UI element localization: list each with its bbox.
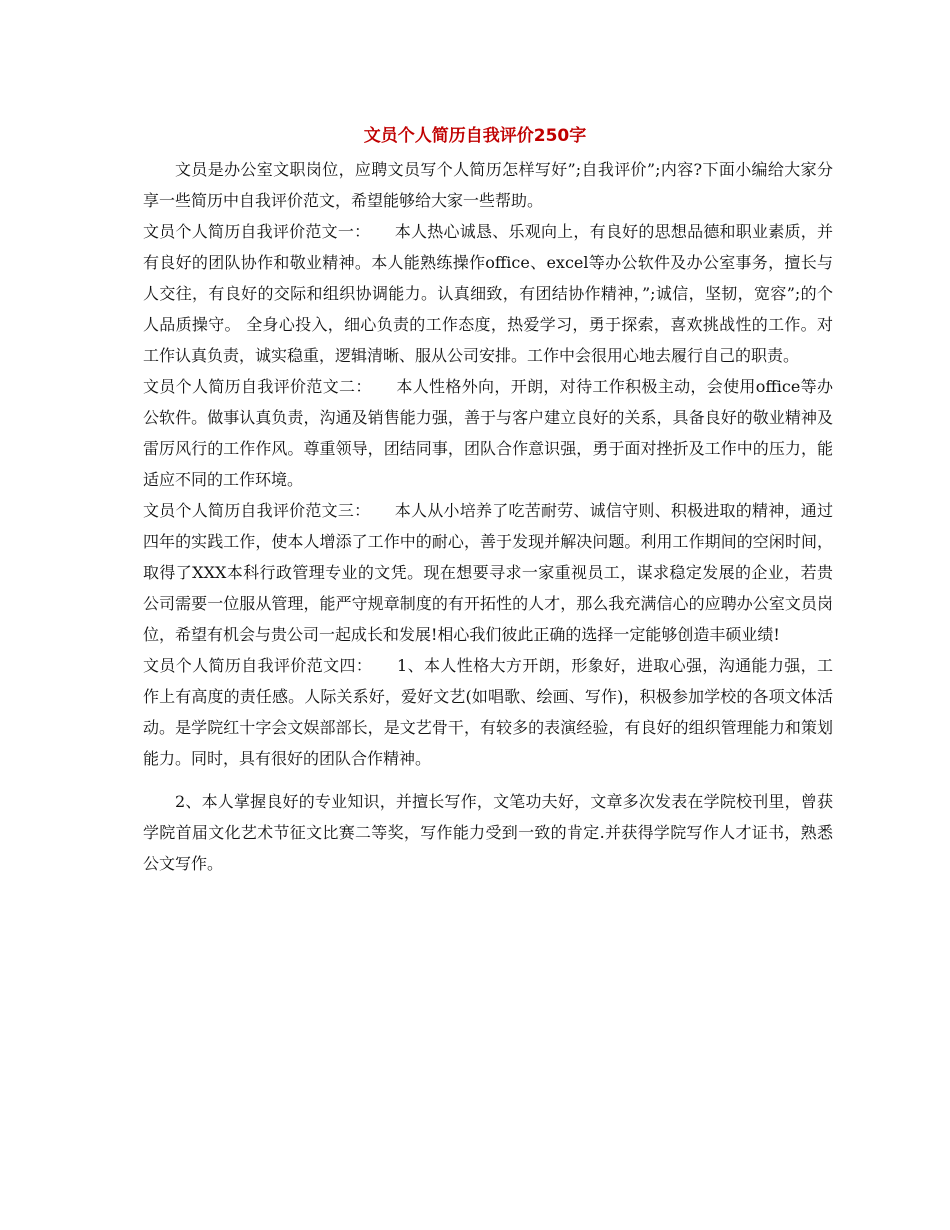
paragraph-sample-three: 文员个人简历自我评价范文三： 本人从小培养了吃苦耐劳、诚信守则、积极进取的精神，通过四年的实践工作，使本人增添了工作中的耐心，善于发现并解决问题。利用工作期间的空闲时间，取得了XXX本科行政管理专业的文凭。现在想要寻求一家重视员工，谋求稳定发展的企业，若贵公司需要一位服从管理，能严守规章制度的有开拓性的人才，那么我充满信心的应聘办公室文员岗位，希望有机会与贵公司一起成长和发展!相心我们彼此正确的选择一定能够创造丰硕业绩! <box>143 501 833 644</box>
paragraph-sample-one: 文员个人简历自我评价范文一： 本人热心诚恳、乐观向上，有良好的思想品德和职业素质，并有良好的团队协作和敬业精神。本人能熟练操作office、excel等办公软件及办公室事务，擅长与人交往，有良好的交际和组织协调能力。认真细致，有团结协作精神，”;诚信，坚韧，宽容”;的个人品质操守。 全身心投入，细心负责的工作态度，热爱学习，勇于探索，喜欢挑战性的工作。对工作认真负责，诚实稳重，逻辑清晰、服从公司安排。工作中会很用心地去履行自己的职责。 <box>143 222 833 365</box>
paragraph-sample-two: 文员个人简历自我评价范文二： 本人性格外向，开朗，对待工作积极主动，会使用office等办公软件。做事认真负责，沟通及销售能力强，善于与客户建立良好的关系，具备良好的敬业精神及雷厉风行的工作作风。尊重领导，团结同事，团队合作意识强，勇于面对挫折及工作中的压力，能适应不同的工作环境。 <box>143 377 833 489</box>
paragraph-sample-four-point-two: 2、本人掌握良好的专业知识，并擅长写作，文笔功夫好，文章多次发表在学院校刊里，曾获学院首届文化艺术节征文比赛二等奖，写作能力受到一致的肯定.并获得学院写作人才证书，熟悉公文写作。 <box>143 792 833 873</box>
paragraph-sample-four: 文员个人简历自我评价范文四： 1、本人性格大方开朗，形象好，进取心强，沟通能力强，工作上有高度的责任感。人际关系好，爱好文艺(如唱歌、绘画、写作)，积极参加学校的各项文体活动。是学院红十字会文娱部部长，是文艺骨干，有较多的表演经验，有良好的组织管理能力和策划能力。同时，具有很好的团队合作精神。 <box>143 656 833 768</box>
document-title: 文员个人简历自我评价250字 <box>363 126 587 146</box>
document-body <box>143 154 833 879</box>
paragraph-intro: 文员是办公室文职岗位，应聘文员写个人简历怎样写好”;自我评价”;内容?下面小编给大家分享一些简历中自我评价范文，希望能够给大家一些帮助。 <box>143 160 833 210</box>
